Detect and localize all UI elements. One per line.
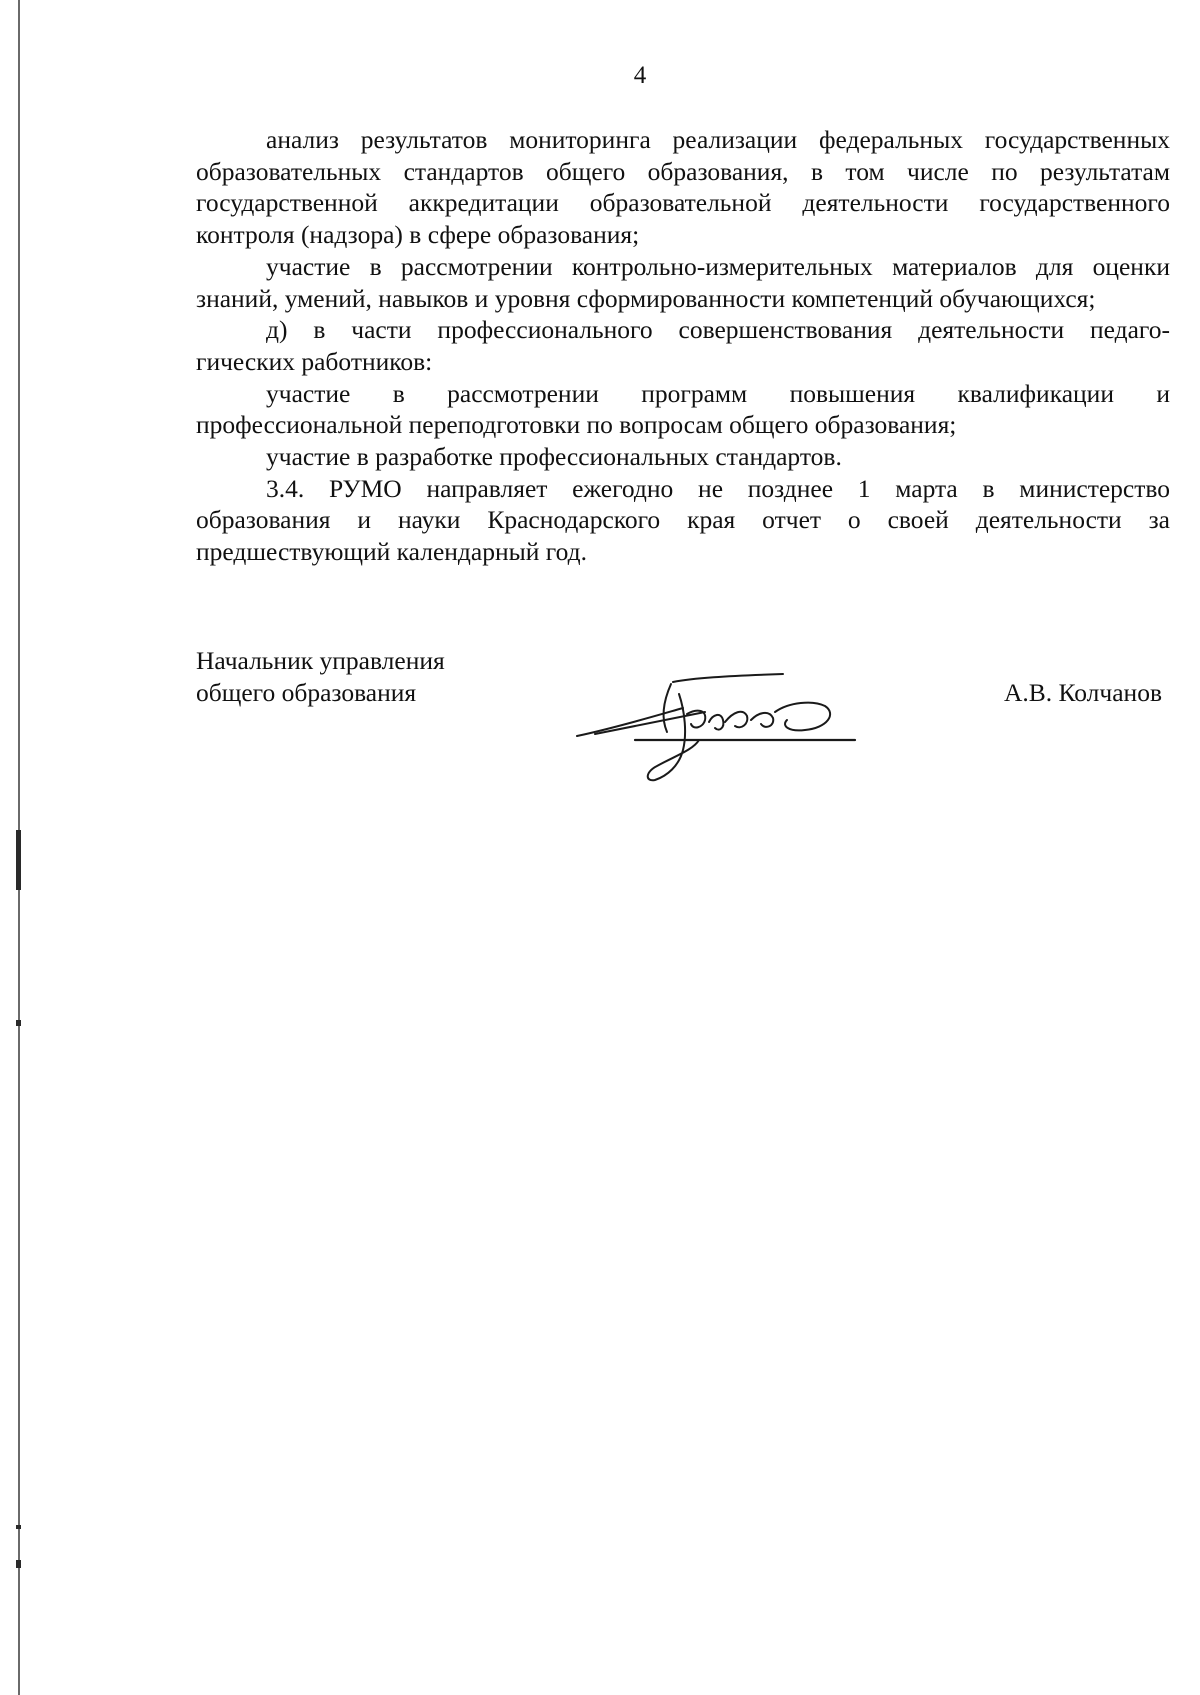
scan-edge-mark xyxy=(16,1560,21,1568)
position-line: Начальник управления xyxy=(196,646,445,675)
text-line: участие в рассмотрении программ повышения квалификации и xyxy=(266,378,1170,408)
text-line: гических работников: xyxy=(196,346,433,376)
paragraph xyxy=(196,441,1170,473)
text-line: предшествующий календарный год. xyxy=(196,537,587,567)
scan-edge-mark xyxy=(16,830,21,890)
document-body xyxy=(196,124,1170,568)
scan-edge-mark xyxy=(16,1525,21,1529)
paragraph xyxy=(196,251,1170,314)
page-number: 4 xyxy=(633,62,647,89)
signer-name: А.В. Колчанов xyxy=(1003,678,1162,707)
text-line: контроля (надзора) в сфере образования; xyxy=(196,220,640,250)
text-line: анализ результатов мониторинга реализации федеральных государственных xyxy=(266,125,1170,154)
text-line: профессиональной переподготовки по вопросам общего образования; xyxy=(196,410,957,440)
scan-edge-mark xyxy=(16,1020,21,1026)
paragraph xyxy=(196,378,1170,441)
paragraph xyxy=(196,473,1170,568)
text-line: участие в рассмотрении контрольно-измерительных материалов для оценки xyxy=(266,251,1170,281)
paragraph xyxy=(196,124,1170,251)
text-line: образовательных стандартов общего образования, в том числе по результатам xyxy=(196,156,1170,186)
text-line: участие в разработке профессиональных стандартов. xyxy=(266,442,842,472)
handwritten-signature xyxy=(575,672,865,792)
text-line: 3.4. РУМО направляет ежегодно не позднее 1 марта в министерство xyxy=(266,473,1170,503)
signer-position xyxy=(196,645,445,708)
text-line: д) в части профессионального совершенствования деятельности педаго- xyxy=(266,315,1170,345)
text-line: образования и науки Краснодарского края отчет о своей деятельности за xyxy=(196,505,1170,535)
text-line: государственной аккредитации образовательной деятельности государственного xyxy=(196,188,1170,218)
text-line: знаний, умений, навыков и уровня сформированности компетенций обучающихся; xyxy=(196,283,1096,313)
position-line: общего образования xyxy=(196,677,417,707)
paragraph xyxy=(196,314,1170,377)
